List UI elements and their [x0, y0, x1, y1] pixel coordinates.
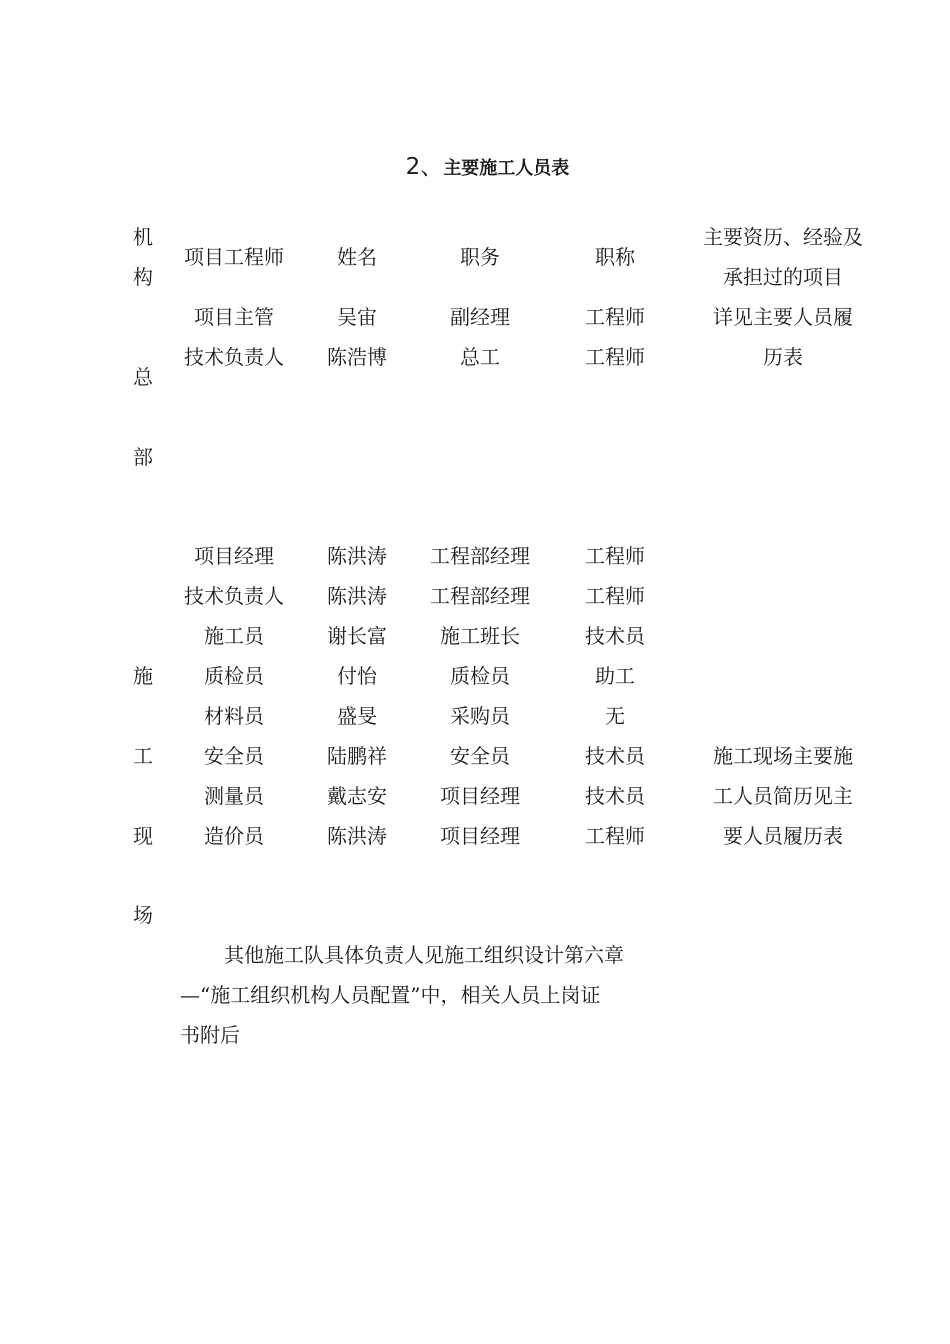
cell-duty: 安全员 [450, 744, 510, 768]
cell-role: 项目经理 [194, 544, 274, 568]
header-role: 项目工程师 [184, 245, 284, 269]
cell-name: 付怡 [337, 664, 377, 688]
org-char: 部 [133, 445, 153, 469]
cell-duty: 采购员 [450, 704, 510, 728]
cell-role: 技术负责人 [184, 345, 284, 369]
cell-role: 质检员 [204, 664, 264, 688]
cell-role: 项目主管 [194, 305, 274, 329]
cell-name: 陈洪涛 [327, 584, 387, 608]
header-name: 姓名 [337, 245, 377, 269]
cell-title: 工程师 [585, 305, 645, 329]
header-note-line: 承担过的项目 [723, 265, 843, 289]
org-char: 现 [133, 824, 153, 848]
cell-role: 造价员 [204, 824, 264, 848]
footer-text-line: —“施工组织机构人员配置”中，相关人员上岗证 [180, 983, 601, 1007]
hq-note-line: 详见主要人员履 [713, 305, 853, 329]
cell-title: 技术员 [585, 784, 645, 808]
cell-title: 工程师 [585, 824, 645, 848]
cell-duty: 总工 [460, 345, 500, 369]
cell-name: 吴宙 [337, 305, 377, 329]
cell-duty: 项目经理 [440, 824, 520, 848]
cell-duty: 质检员 [450, 664, 510, 688]
cell-title: 技术员 [585, 744, 645, 768]
cell-role: 施工员 [204, 624, 264, 648]
cell-title: 工程师 [585, 345, 645, 369]
cell-duty: 施工班长 [440, 624, 520, 648]
cell-name: 陈洪涛 [327, 544, 387, 568]
org-char: 场 [133, 903, 153, 927]
cell-name: 谢长富 [327, 624, 387, 648]
site-note-line: 施工现场主要施 [713, 744, 853, 768]
cell-duty: 工程部经理 [430, 544, 530, 568]
title-text: 主要施工人员表 [443, 158, 570, 179]
cell-name: 陈浩博 [327, 345, 387, 369]
cell-role: 材料员 [204, 704, 264, 728]
cell-title: 技术员 [585, 624, 645, 648]
site-note-line: 要人员履历表 [723, 824, 843, 848]
cell-name: 陆鹏祥 [327, 744, 387, 768]
org-char: 构 [133, 265, 153, 289]
cell-title: 工程师 [585, 584, 645, 608]
cell-role: 技术负责人 [184, 584, 284, 608]
org-char: 施 [133, 664, 153, 688]
header-title: 职称 [595, 245, 635, 269]
org-char: 机 [133, 225, 153, 249]
header-note-line: 主要资历、经验及 [703, 225, 863, 249]
org-char: 工 [133, 744, 153, 768]
footer-text-line: 其他施工队具体负责人见施工组织设计第六章 [224, 943, 624, 967]
org-char: 总 [133, 365, 153, 389]
cell-title: 无 [605, 704, 625, 728]
cell-name: 盛旻 [337, 704, 377, 728]
cell-duty: 副经理 [450, 305, 510, 329]
title-number: 2、 [405, 154, 444, 180]
cell-role: 安全员 [204, 744, 264, 768]
cell-title: 助工 [595, 664, 635, 688]
cell-title: 工程师 [585, 544, 645, 568]
cell-duty: 项目经理 [440, 784, 520, 808]
page-title [0, 148, 950, 181]
footer-text-line: 书附后 [180, 1023, 240, 1047]
cell-name: 戴志安 [327, 784, 387, 808]
cell-name: 陈洪涛 [327, 824, 387, 848]
cell-role: 测量员 [204, 784, 264, 808]
hq-note-line: 历表 [763, 345, 803, 369]
cell-duty: 工程部经理 [430, 584, 530, 608]
site-note-line: 工人员简历见主 [713, 784, 853, 808]
header-duty: 职务 [460, 245, 500, 269]
